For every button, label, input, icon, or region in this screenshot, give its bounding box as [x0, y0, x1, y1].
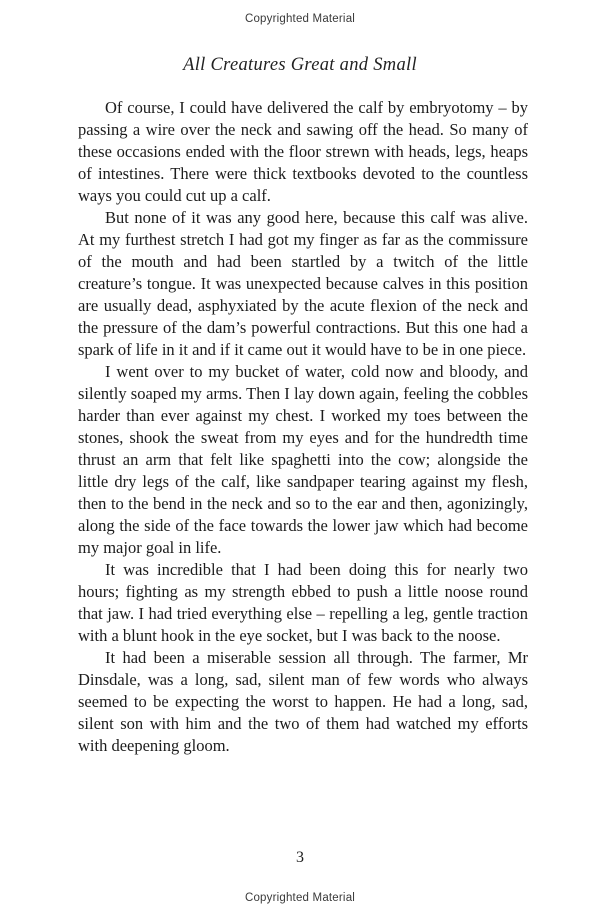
paragraph: It was incredible that I had been doing this for nearly two hours; fighting as my strength ebbed to push a little noose round that jaw. I had tried everything else – repelling a leg, gentle traction with a blunt hook in the eye socket, but I was back to the noose. [78, 560, 528, 645]
page-body [78, 97, 528, 757]
paragraph: But none of it was any good here, because this calf was alive. At my furthest stretch I had got my finger as far as the commissure of the mouth and had been startled by a twitch of the little creature’s tongue. It was unexpected because calves in this position are usually dead, asphyxiated by the acute flexion of the neck and the pressure of the dam’s powerful contractions. But this one had a spark of life in it and if it came out it would have to be in one piece. [78, 208, 528, 359]
book-title: All Creatures Great and Small [183, 55, 417, 75]
page-number: 3 [296, 849, 304, 866]
paragraph: Of course, I could have delivered the calf by embryotomy – by passing a wire over the neck and sawing off the head. So many of these occasions ended with the floor strewn with heads, legs, heaps of intestines. There were thick textbooks devoted to the countless ways you could cut up a calf. [78, 98, 528, 205]
paragraph: I went over to my bucket of water, cold now and bloody, and silently soaped my arms. Then I lay down again, feeling the cobbles harder than ever against my chest. I worked my toes between the stones, shook the sweat from my eyes and for the hundredth time thrust an arm that felt like spaghetti into the cow; alongside the little dry legs of the calf, like sandpaper tearing against my flesh, then to the bend in the neck and so to the ear and then, agonizingly, along the side of the face towards the lower jaw which had become my major goal in life. [78, 362, 528, 557]
copyright-notice-bottom: Copyrighted Material [244, 892, 356, 904]
paragraph: It had been a miserable session all through. The farmer, Mr Dinsdale, was a long, sad, silent man of few words who always seemed to be expecting the worst to happen. He had a long, sad, silent son with him and the two of them had watched my efforts with deepening gloom. [78, 648, 528, 755]
copyright-notice-top: Copyrighted Material [244, 13, 356, 25]
